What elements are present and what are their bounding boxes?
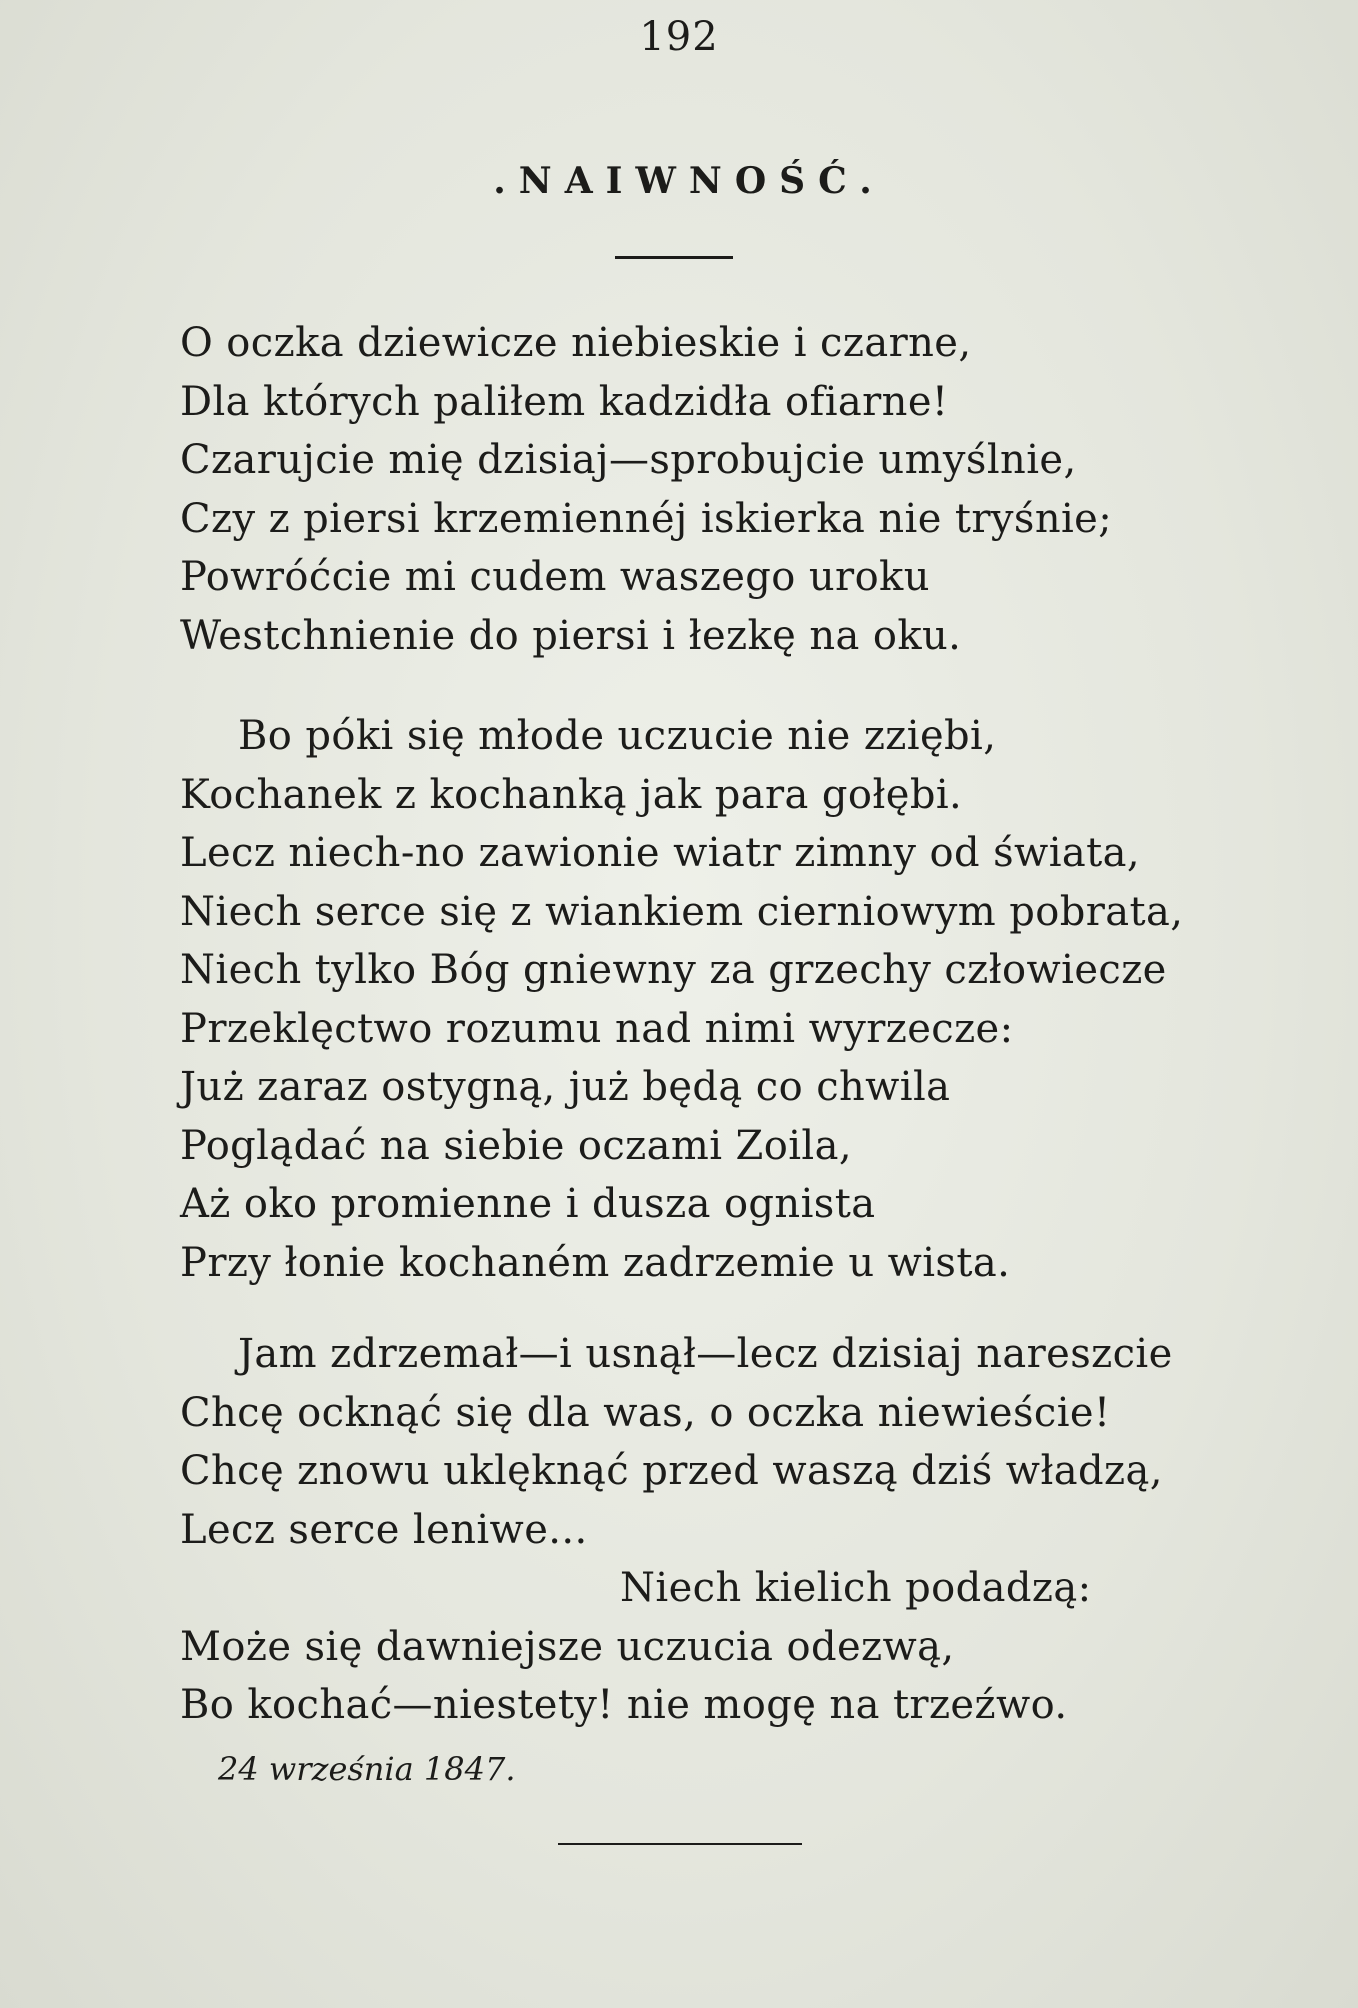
stanza-1 — [180, 314, 1310, 665]
verse-line: Lecz serce leniwe... — [180, 1506, 588, 1553]
verse-line: Przy łonie kochaném zadrzemie u wista. — [180, 1239, 1011, 1286]
verse-line: Czy z piersi krzemiennéj iskierka nie tryśnie; — [180, 495, 1113, 542]
closing-divider — [558, 1843, 802, 1845]
title-divider — [615, 256, 733, 259]
verse-line: Niech tylko Bóg gniewny za grzechy człowiecze — [180, 947, 1167, 993]
verse-line: Kochanek z kochanką jak para gołębi. — [180, 771, 963, 818]
verse-line: Lecz niech-no zawionie wiatr zimny od świata, — [180, 830, 1140, 876]
verse-line: Powróćcie mi cudem waszego uroku — [180, 554, 930, 600]
stanza-2 — [180, 707, 1310, 1292]
verse-line: Bo kochać—niestety! nie mogę na trzeźwo. — [180, 1682, 1068, 1728]
verse-line: Jam zdrzemał—i usnął—lecz dzisiaj nareszcie — [238, 1331, 1173, 1377]
verse-line: O oczka dziewicze niebieskie i czarne, — [180, 320, 972, 366]
verse-line: Dla których paliłem kadzidła ofiarne! — [180, 378, 949, 425]
verse-line: Bo póki się młode uczucie nie zziębi, — [238, 713, 997, 759]
verse-line: Chcę ocknąć się dla was, o oczka niewieście! — [180, 1389, 1111, 1436]
verse-line: Poglądać na siebie oczami Zoila, — [180, 1122, 852, 1169]
verse-line: Przeklęctwo rozumu nad nimi wyrzecze: — [180, 1005, 1014, 1052]
verse-line: Niech serce się z wiankiem cierniowym pobrata, — [180, 888, 1184, 935]
page-number: 192 — [639, 14, 719, 60]
stanza-3 — [180, 1325, 1310, 1735]
poem-date: 24 września 1847. — [218, 1750, 516, 1788]
verse-line: Westchnienie do piersi i łezkę na oku. — [180, 612, 962, 659]
verse-line: Niech kielich podadzą: — [620, 1565, 1092, 1611]
poem-title: .NAIWNOŚĆ. — [493, 160, 885, 202]
verse-line: Chcę znowu uklęknąć przed waszą dziś władzą, — [180, 1448, 1163, 1494]
verse-line: Aż oko promienne i dusza ognista — [180, 1181, 876, 1227]
verse-line: Już zaraz ostygną, już będą co chwila — [180, 1064, 951, 1110]
verse-line: Czarujcie mię dzisiaj—sprobujcie umyślnie, — [180, 437, 1077, 483]
verse-line: Może się dawniejsze uczucia odezwą, — [180, 1623, 955, 1670]
